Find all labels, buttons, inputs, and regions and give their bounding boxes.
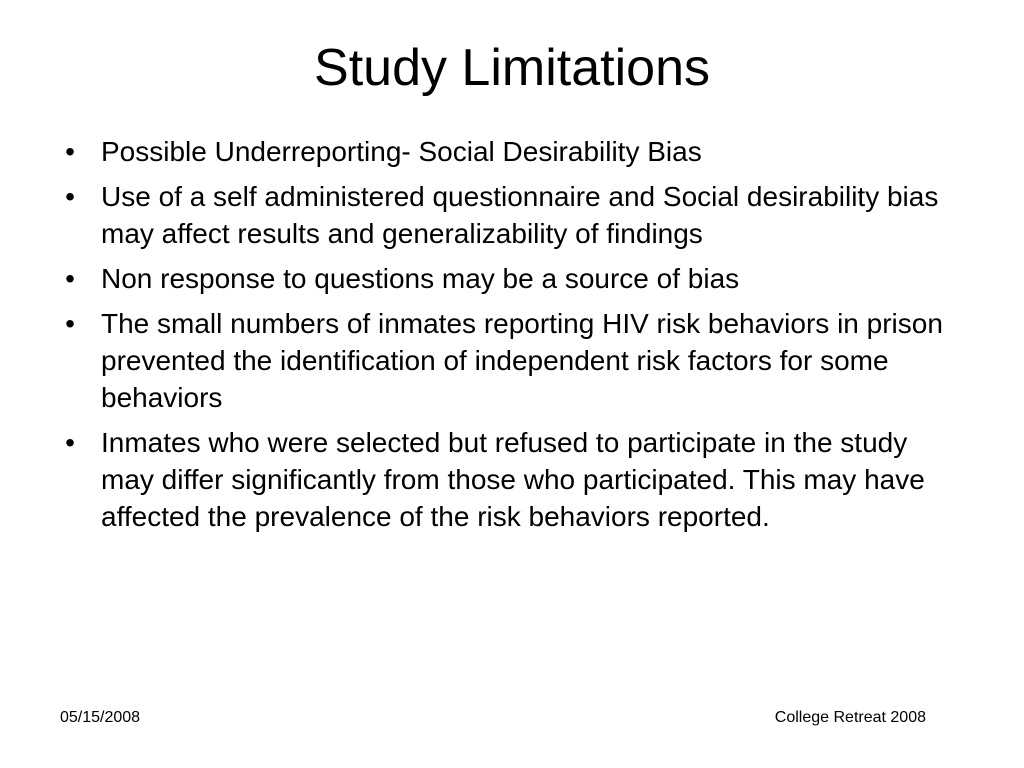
footer-date: 05/15/2008 xyxy=(60,709,141,726)
bullet-item xyxy=(60,305,960,416)
bullet-text: Possible Underreporting- Social Desirability Bias xyxy=(101,136,702,167)
bullet-item xyxy=(60,424,960,535)
bullet-text: Inmates who were selected but refused to participate in the study may differ significantly from those who participated. This may have affected the prevalence of the risk behaviors reported. xyxy=(101,427,925,532)
bullet-item xyxy=(60,133,960,170)
bullet-marker: • xyxy=(65,136,75,167)
bullet-marker: • xyxy=(65,263,75,294)
bullet-item xyxy=(60,260,960,297)
bullet-marker: • xyxy=(65,427,75,458)
bullet-list xyxy=(60,133,960,543)
bullet-text: Non response to questions may be a source of bias xyxy=(101,263,740,294)
slide-title: Study Limitations xyxy=(314,39,710,97)
bullet-marker: • xyxy=(65,308,75,339)
bullet-item xyxy=(60,178,960,252)
footer-event: College Retreat 2008 xyxy=(774,709,926,726)
bullet-marker: • xyxy=(65,181,75,212)
bullet-text: Use of a self administered questionnaire and Social desirability bias may affect results and generalizability of findings xyxy=(101,181,939,249)
bullet-text: The small numbers of inmates reporting HIV risk behaviors in prison prevented the identification of independent risk factors for some behaviors xyxy=(101,308,943,413)
